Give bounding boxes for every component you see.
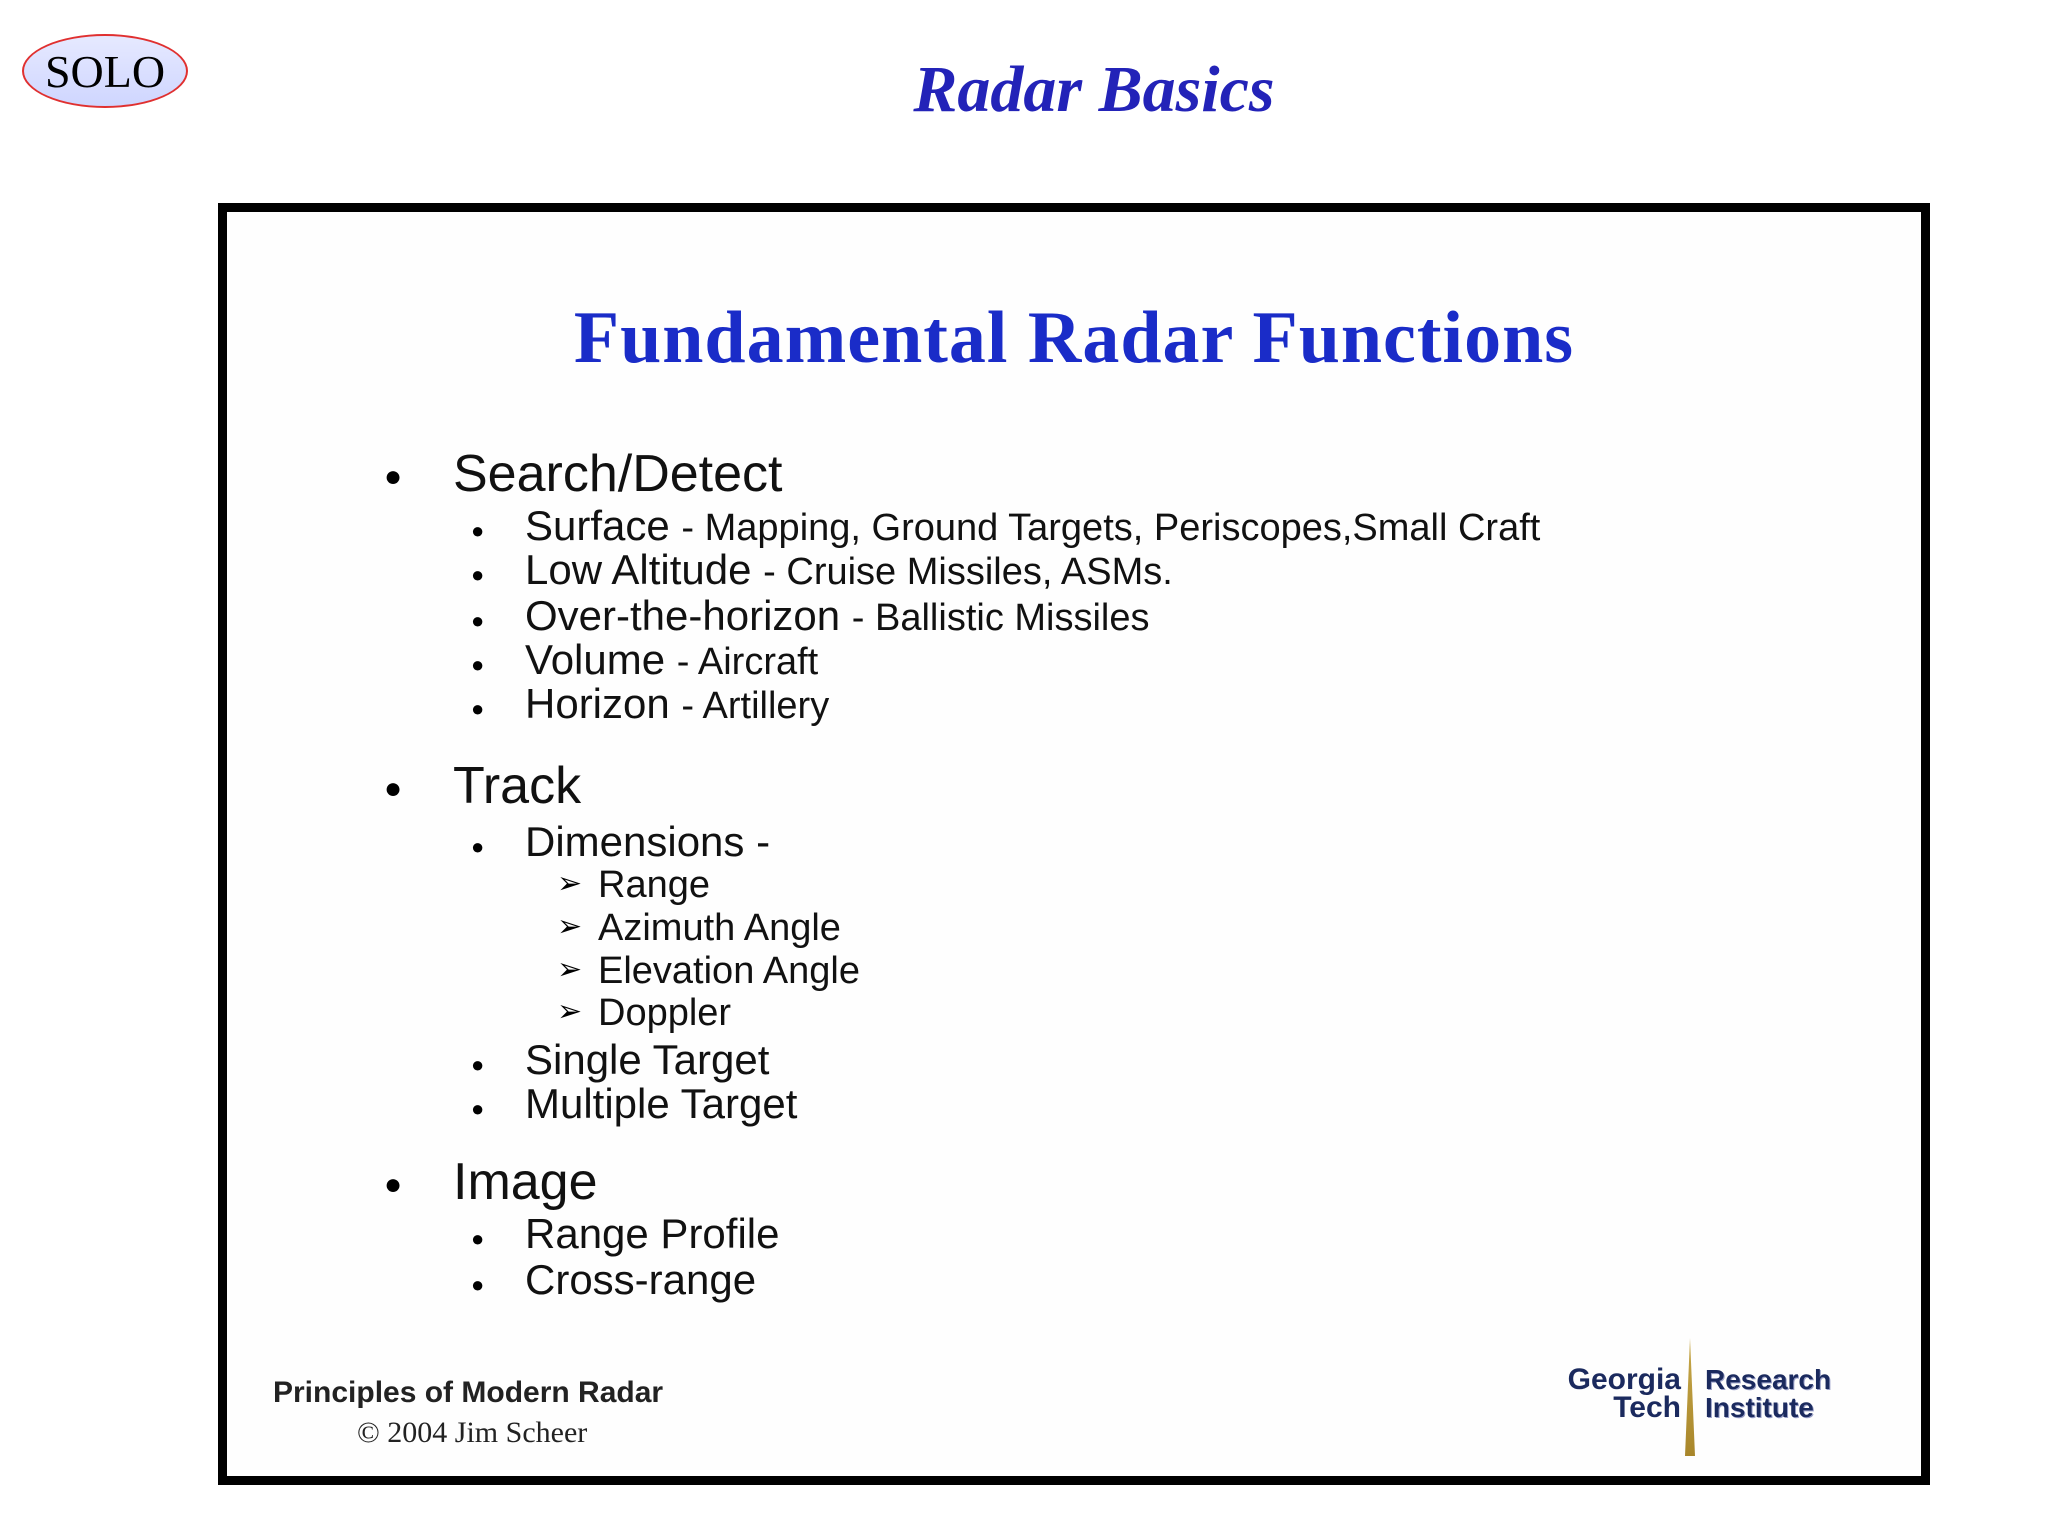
bullet-icon: ● xyxy=(471,562,485,587)
bullet-icon: ● xyxy=(471,1272,485,1297)
section-search-detect: Search/Detect xyxy=(453,445,783,503)
bullet-icon: ● xyxy=(471,1096,485,1121)
list-item: Elevation Angle xyxy=(598,950,860,992)
logo-spire-icon xyxy=(1685,1338,1695,1456)
slide-title: Fundamental Radar Functions xyxy=(573,297,1575,379)
list-item: Single Target xyxy=(525,1036,770,1083)
list-item: Over-the-horizon - Ballistic Missiles xyxy=(525,592,1150,639)
list-item: Low Altitude - Cruise Missiles, ASMs. xyxy=(525,546,1173,593)
list-item: Surface - Mapping, Ground Targets, Periscopes,Small Craft xyxy=(525,502,1541,549)
list-item: Horizon - Artillery xyxy=(525,680,830,727)
logo-georgia-tech: Georgia Tech xyxy=(1567,1363,1681,1424)
bullet-icon: ● xyxy=(471,608,485,633)
arrow-bullet-icon: ➢ xyxy=(557,867,583,900)
slide-frame xyxy=(218,203,1930,1485)
list-item: Doppler xyxy=(598,992,732,1034)
list-item: Multiple Target xyxy=(525,1080,798,1127)
bullet-icon: ● xyxy=(384,1168,403,1201)
arrow-bullet-icon: ➢ xyxy=(557,953,583,986)
logo-research-institute: Research Institute xyxy=(1705,1364,1832,1423)
gtri-logo xyxy=(1521,1338,1881,1458)
bullet-icon: ● xyxy=(471,652,485,677)
bullet-icon: ● xyxy=(384,460,403,493)
section-image: Image xyxy=(453,1153,598,1211)
bullet-icon: ● xyxy=(471,1052,485,1077)
bullet-icon: ● xyxy=(471,696,485,721)
page-title: Radar Basics xyxy=(913,53,1275,126)
list-item: Volume - Aircraft xyxy=(525,636,819,683)
bullet-icon: ● xyxy=(471,518,485,543)
section-track: Track xyxy=(453,757,582,815)
list-item: Range xyxy=(598,864,710,906)
bullet-icon: ● xyxy=(471,834,485,859)
course-name: Principles of Modern Radar xyxy=(273,1376,664,1409)
arrow-bullet-icon: ➢ xyxy=(557,995,583,1028)
copyright: © 2004 Jim Scheer xyxy=(357,1416,588,1449)
list-item: Dimensions - xyxy=(525,818,771,865)
list-item: Azimuth Angle xyxy=(598,907,841,949)
arrow-bullet-icon: ➢ xyxy=(557,910,583,943)
solo-badge: SOLO xyxy=(22,34,188,108)
list-item: Cross-range xyxy=(525,1256,757,1303)
bullet-icon: ● xyxy=(471,1226,485,1251)
list-item: Range Profile xyxy=(525,1210,780,1257)
bullet-icon: ● xyxy=(384,772,403,805)
